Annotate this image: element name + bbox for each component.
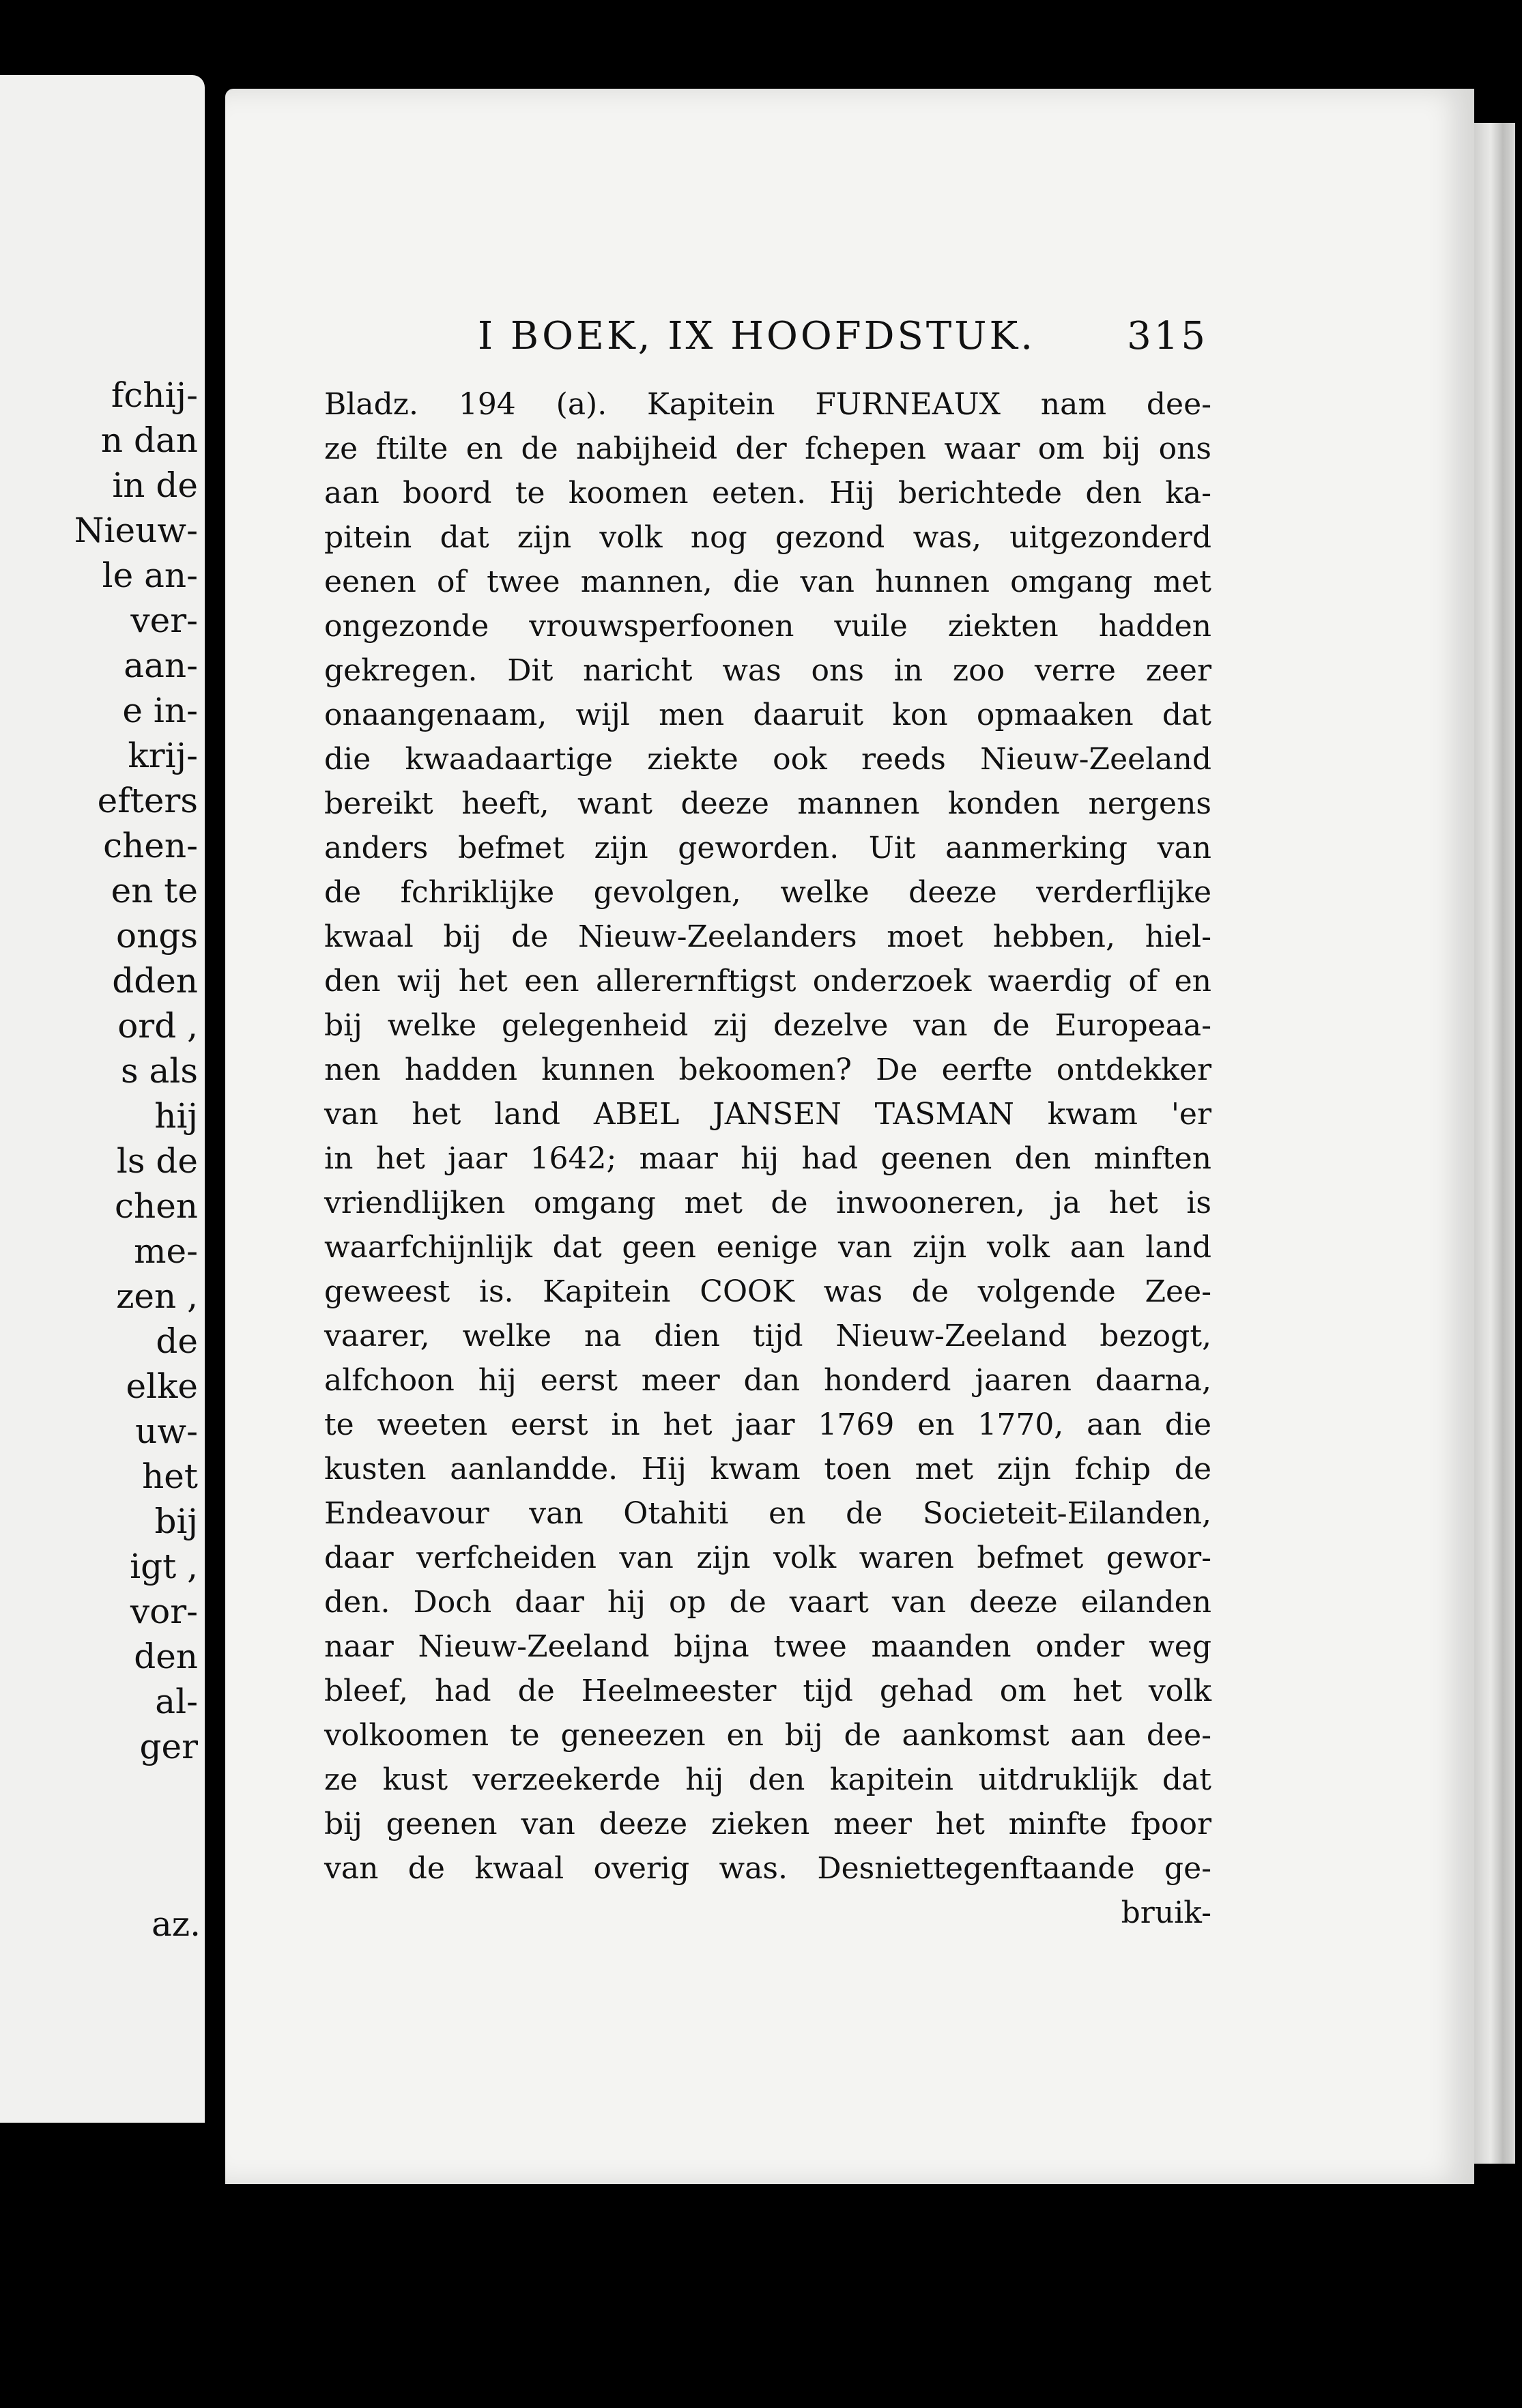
page-header [478, 314, 1208, 369]
left-page-fragment: ord , [117, 1006, 198, 1046]
text-line: bij geenen van deeze zieken meer het minfte fpoor [324, 1807, 1211, 1841]
left-page-fragment: me- [134, 1231, 198, 1271]
left-page-fragment: s als [120, 1051, 198, 1091]
text-line: in het jaar 1642; maar hij had geenen den minften [324, 1141, 1211, 1176]
left-page-fragment: ongs [116, 916, 198, 956]
page-edge-stack [1474, 123, 1515, 2164]
left-page-fragment: zen , [116, 1276, 198, 1316]
text-line: van de kwaal overig was. Desniettegenftaande ge- [324, 1851, 1211, 1886]
left-page-fragment: dden [112, 961, 198, 1001]
text-line: die kwaadaartige ziekte ook reeds Nieuw-Zeeland [324, 742, 1211, 777]
text-line: daar verfcheiden van zijn volk waren befmet gewor- [324, 1540, 1211, 1575]
text-line: gekregen. Dit naricht was ons in zoo verre zeer [324, 653, 1211, 688]
left-page-footer-fragment: az. [151, 1904, 201, 1944]
left-page-fragment: in de [112, 465, 198, 505]
left-page-fragment: en te [111, 871, 198, 911]
left-page-fragment: uw- [135, 1411, 198, 1451]
text-line: Endeavour van Otahiti en de Societeit-Eilanden, [324, 1496, 1211, 1531]
text-line: vriendlijken omgang met de inwooneren, ja het is [324, 1186, 1211, 1220]
left-page-fragment: Nieuw- [74, 511, 198, 550]
left-page-fragment: ver- [130, 601, 198, 640]
text-line: vaarer, welke na dien tijd Nieuw-Zeeland bezogt, [324, 1319, 1211, 1353]
left-page-fragment: ger [139, 1727, 198, 1766]
left-page-fragment: vor- [130, 1592, 198, 1631]
text-line: pitein dat zijn volk nog gezond was, uitgezonderd [324, 520, 1211, 555]
left-page-fragment: den [134, 1637, 198, 1676]
left-page-fragment: e in- [122, 691, 198, 730]
left-page-fragment: hij [154, 1096, 198, 1136]
left-page-fragment: krij- [128, 736, 198, 775]
left-page-fragment: igt , [130, 1547, 198, 1586]
left-page-fragment: de [156, 1321, 198, 1361]
left-page-edge [0, 75, 205, 2123]
left-page-fragment: chen- [103, 826, 198, 865]
text-line: bij welke gelegenheid zij dezelve van de Europeaa- [324, 1008, 1211, 1043]
text-line: ongezonde vrouwsperfoonen vuile ziekten hadden [324, 609, 1211, 644]
text-line: bereikt heeft, want deeze mannen konden nergens [324, 786, 1211, 821]
text-line: aan boord te koomen eeten. Hij berichtede den ka- [324, 476, 1211, 511]
text-line: Bladz. 194 (a). Kapitein FURNEAUX nam dee- [324, 387, 1211, 422]
text-line: eenen of twee mannen, die van hunnen omgang met [324, 564, 1211, 599]
text-line: kwaal bij de Nieuw-Zeelanders moet hebben, hiel- [324, 919, 1211, 954]
left-page-fragment: efters [97, 781, 198, 820]
text-line: geweest is. Kapitein COOK was de volgende Zee- [324, 1274, 1211, 1309]
left-page-fragment: bij [154, 1502, 198, 1541]
text-line: kusten aanlandde. Hij kwam toen met zijn fchip de [324, 1452, 1211, 1487]
text-line: den. Doch daar hij op de vaart van deeze eilanden [324, 1585, 1211, 1620]
left-page-fragment: elke [126, 1366, 198, 1406]
text-line: de fchriklijke gevolgen, welke deeze verderflijke [324, 875, 1211, 910]
left-page-fragment: le an- [102, 556, 198, 595]
text-line: bleef, had de Heelmeester tijd gehad om het volk [324, 1674, 1211, 1708]
text-line: van het land ABEL JANSEN TASMAN kwam 'er [324, 1097, 1211, 1132]
left-page-fragment: fchij- [111, 375, 198, 415]
body-text [324, 382, 1211, 1935]
page-number: 315 [1127, 314, 1208, 358]
left-page-fragment: aan- [124, 646, 198, 685]
text-line: ze ftilte en de nabijheid der fchepen waar om bij ons [324, 431, 1211, 466]
text-line: bruik- [1121, 1895, 1211, 1930]
text-line: den wij het een allerernftigst onderzoek waerdig of en [324, 964, 1211, 999]
running-head: I BOEK, IX HOOFDSTUK. [478, 314, 1036, 358]
text-line: nen hadden kunnen bekoomen? De eerfte ontdekker [324, 1052, 1211, 1087]
text-line: anders befmet zijn geworden. Uit aanmerking van [324, 831, 1211, 865]
text-line: naar Nieuw-Zeeland bijna twee maanden onder weg [324, 1629, 1211, 1664]
left-page-fragment: al- [155, 1682, 198, 1721]
text-line: alfchoon hij eerst meer dan honderd jaaren daarna, [324, 1363, 1211, 1398]
text-line: waarfchijnlijk dat geen eenige van zijn volk aan land [324, 1230, 1211, 1265]
left-page-fragment: het [142, 1457, 198, 1496]
text-line: ze kust verzeekerde hij den kapitein uitdruklijk dat [324, 1762, 1211, 1797]
left-page-fragment: ls de [116, 1141, 198, 1181]
text-line: onaangenaam, wijl men daaruit kon opmaaken dat [324, 698, 1211, 732]
left-page-fragment: n dan [100, 420, 198, 460]
left-page-fragment: chen [115, 1186, 198, 1226]
text-line: volkoomen te geneezen en bij de aankomst aan dee- [324, 1718, 1211, 1753]
text-line: te weeten eerst in het jaar 1769 en 1770, aan die [324, 1407, 1211, 1442]
